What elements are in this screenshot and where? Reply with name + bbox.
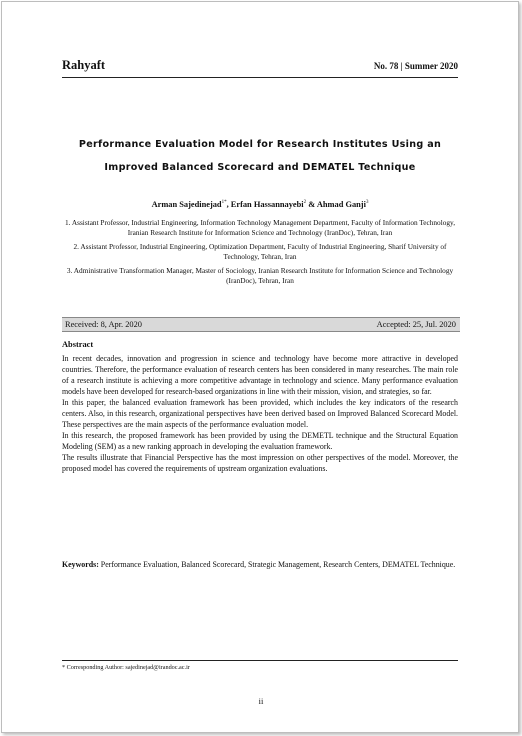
abstract-paragraph: The results illustrate that Financial Perspective has the most impression on other perspectives of the model. Moreover, the proposed model has covered the requirements of upstream organization evaluations. — [62, 453, 458, 473]
received-date: Received: 8, Apr. 2020 — [65, 320, 142, 329]
footnote-divider — [62, 660, 458, 661]
affiliation-item: 1. Assistant Professor, Industrial Engineering, Information Technology Management Department, Faculty of Information Technology, Iranian Research Institute for Information Science and Technology (IranDoc), Tehran, Iran — [64, 218, 456, 237]
affiliation-item: 3. Administrative Transformation Manager, Master of Sociology, Iranian Research Institute for Information Science and Technology (IranDoc), Tehran, Iran — [66, 266, 454, 285]
author-affil-mark: 1* — [221, 200, 227, 206]
abstract-paragraph: In recent decades, innovation and progression in science and technology have become more attractive in developed countries. Therefore, the performance evaluation of research centers has been considered in many researches. The main role of a research institute is achieving a more competitive advantage in technology and science. Many performance evaluation models have been developed for research-based organizations in line with their mission, vision, and strategies, so far. — [62, 354, 458, 396]
corresponding-author-footnote: * Corresponding Author: sajedinejad@irandoc.ac.ir — [62, 664, 190, 671]
abstract-heading: Abstract — [62, 340, 94, 349]
page-number: ii — [258, 697, 264, 706]
paper-title — [62, 133, 458, 179]
title-line-2: Improved Balanced Scorecard and DEMATEL Technique — [104, 162, 416, 173]
accepted-date: Accepted: 25, Jul. 2020 — [376, 320, 456, 329]
author-affil-mark: 2 — [303, 200, 307, 206]
keywords-text: Performance Evaluation, Balanced Scorecard, Strategic Management, Research Centers, DEMATEL Technique. — [98, 560, 456, 569]
issue-info: No. 78 | Summer 2020 — [373, 61, 458, 71]
abstract-paragraph: In this paper, the balanced evaluation framework has been provided, which includes the key indicators of the research centers. Also, in this research, organizational perspectives have been derived based on Improved Balanced Scorecard Model. These perspectives are the main aspects of the performance evaluation model. — [62, 398, 458, 429]
author-separator: , — [226, 200, 231, 209]
author-name: Arman Sajedinejad — [151, 200, 222, 209]
keywords — [62, 559, 458, 570]
author-name: Erfan Hassannayebi — [230, 200, 304, 209]
dates-bar — [62, 317, 460, 332]
author-affil-mark: 3 — [365, 200, 369, 206]
affiliation-list — [62, 218, 458, 290]
header-divider — [62, 77, 458, 78]
author-name: Ahmad Ganji — [316, 200, 366, 209]
abstract-paragraph: In this research, the proposed framework has been provided by using the DEMETL technique and the Structural Equation Modeling (SEM) as a new ranking approach in developing the evaluation framework. — [62, 431, 458, 451]
title-line-1: Performance Evaluation Model for Research Institutes Using an — [78, 139, 442, 150]
author-list — [62, 200, 458, 209]
keywords-label: Keywords: — [62, 560, 99, 569]
author-separator: & — [306, 200, 317, 209]
affiliation-item: 2. Assistant Professor, Industrial Engineering, Optimization Department, Faculty of Industrial Engineering, Sharif University of Technology, Tehran, Iran — [73, 242, 447, 261]
journal-name: Rahyaft — [62, 58, 106, 72]
abstract-body — [62, 353, 458, 474]
